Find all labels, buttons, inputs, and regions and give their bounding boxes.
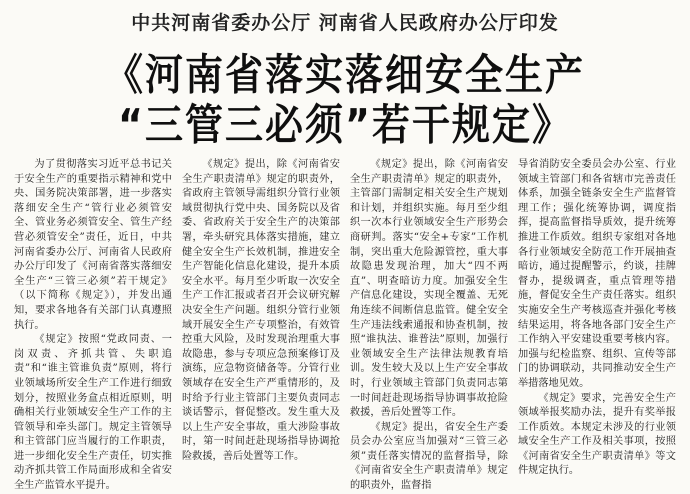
column-1 [14,158,172,492]
column-4 [518,158,676,477]
paragraph: 《规定》要求，完善安全生产领域举报奖励办法，提升有奖举报工作质效。本规定未涉及的行业领域安全生产工作及相关事项，按照《河南省安全生产职责清单》等文件规定执行。 [518,392,676,477]
column-3 [350,158,508,492]
paragraph: 《规定》按照“党政同责、一岗双责、齐抓共管、失职追责”和“谁主管谁负责”原则，将行业领域场所安全生产工作进行细致划分，按照业务盒点相近原则，明确相关行业领域安全生产工作的主管领导和牵头部门。规定主管领导和主管部门应当履行的工作职责，进一步细化安全生产责任，切实推动齐抓共管工作局面形成和全省安全生产监管水平提升。 [14,334,172,492]
paragraph: 导省消防安全委员会办公室、行业领域主管部门和各省辖市完善责任体系，加强全链条安全生产监督管理工作；强化统筹协调，调度指挥，提高监督指导质效，提升统筹推进工作质效。组织专家组对各地各行业领域安全防范工作开展抽查暗访，通过提醒警示，约谈，挂牌督办，提级调查，重点管理等措施，督促安全生产责任落实。组织实施安全生产考核巡查并强化考核结果运用，将各地各部门安全生产工作纳入平安建设重要考核内容。加强与纪检监察、组织、宣传等部门的协调联动，共同推动安全生产举措落地见效。 [518,159,676,389]
headline-line-1: 《河南省落实落细安全生产 [104,50,585,100]
paragraph: 《规定》提出，除《河南省安全生产职责清单》规定的职责外，主管部门需制定相关安全生产规划和计划，并组织实施。每月至少组织一次本行业领域安全生产形势会商研判。落实“安全+专家”工作机制，突出重大危险源管控，重大事故隐患发现治理，加大“四不两直”、明查暗访力度。加强安全生产信息化建设，实现全覆盖、无死角连续不间断信息监管。健全安全生产违法线索通报和协查机制，按照“谁执法、谁普法”原则，加强行业领域安全生产法律法规教育培训。发生较大及以上生产安全事故时，行业领域主管部门负责同志第一时间赶赴现场指导协调事故抢险救援，善后处置等工作。 [350,159,508,419]
paragraph: 《规定》提出，省安全生产委员会办公室应当加强对“三管三必须”责任落实情况的监督指导，除《河南省安全生产职责清单》规定的职责外，监督指 [350,421,508,492]
column-2 [182,158,340,462]
headline-line-2: “三管三必须”若干规定》 [118,100,572,150]
paragraph: 《规定》提出，除《河南省安全生产职责清单》规定的职责外，省政府主管领导需组织分管行业领域贯彻执行党中央、国务院以及省委、省政府关于安全生产的决策部署，牵头研究具体落实措施，建立健全安全生产长效机制，推进安全生产智能化信息化建设，提升本质安全水平。每月至少听取一次安全生产工作汇报或者召开会议研究解决安全生产问题。组织分管行业领域开展安全生产专项整治，有效管控重大风险，及时发现治理重大事故隐患，参与专项应急预案修订及演练，应急物资储备等。分管行业领域存在安全生产严重情形的，及时给予行业主管部门主要负责同志谈话警示，督促整改。发生重大及以上生产安全事故，重大涉险事故时，第一时间赶赴现场指导协调抢险救援，善后处置等工作。 [182,159,340,462]
article-body [14,158,676,492]
issuer-line: 中共河南省委办公厅 河南省人民政府办公厅印发 [131,12,559,34]
paragraph: 为了贯彻落实习近平总书记关于安全生产的重要指示精神和党中央、国务院决策部署，进一步落实落细安全生产“管行业必须管安全、管业务必须管安全、管生产经营必须管安全”责任，近日，中共河南省委办公厅、河南省人民政府办公厅印发了《河南省落实落细安全生产“三管三必须”若干规定》（以下简称《规定》），并发出通知，要求各地各有关部门认真遵照执行。 [14,159,172,331]
